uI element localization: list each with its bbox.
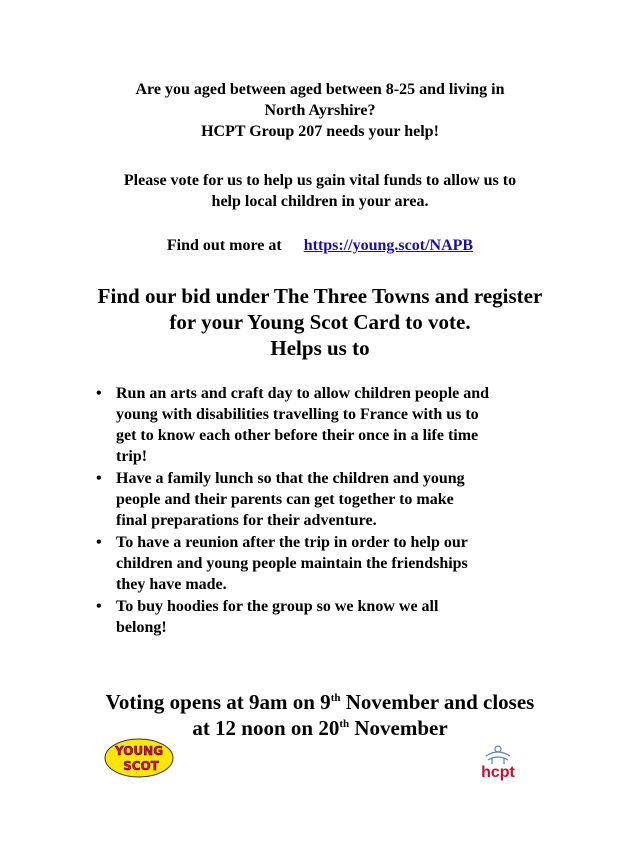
voting-line-2: at 12 noon on 20th November bbox=[192, 716, 448, 740]
voting-dates bbox=[0, 689, 640, 741]
list-item: • Have a family lunch so that the children and young people and their parents can get together to make final preparations for their adventure. bbox=[96, 470, 465, 529]
napb-link[interactable]: https://young.scot/NAPB bbox=[303, 237, 474, 254]
hcpt-logo bbox=[458, 742, 538, 782]
intro-line-1: Are you aged between aged between 8-25 and living in bbox=[135, 81, 505, 98]
intro-block bbox=[0, 79, 640, 142]
vote-request-line-2: help local children in your area. bbox=[211, 193, 429, 210]
svg-text:hcpt: hcpt bbox=[481, 764, 515, 781]
bid-line-1: Find our bid under The Three Towns and register bbox=[97, 284, 543, 308]
list-item: • Run an arts and craft day to allow children people and young with disabilities travelling to France with us to get to know each other before their once in a life time trip! bbox=[96, 385, 490, 465]
bullet-dot: • bbox=[96, 470, 102, 487]
bid-block bbox=[0, 283, 640, 361]
vote-request-block bbox=[0, 170, 640, 212]
svg-text:YOUNG: YOUNG bbox=[114, 744, 164, 758]
bullet-dot: • bbox=[96, 598, 102, 615]
bullet-dot: • bbox=[96, 385, 102, 402]
bullet-list bbox=[96, 383, 576, 639]
vote-request-line-1: Please vote for us to help us gain vital funds to allow us to bbox=[123, 172, 517, 189]
find-out-more bbox=[0, 235, 640, 256]
bid-line-3: Helps us to bbox=[270, 336, 370, 360]
svg-text:SCOT: SCOT bbox=[123, 759, 159, 773]
young-scot-logo bbox=[104, 738, 174, 778]
list-item: • To have a reunion after the trip in order to help our children and young people maintain the friendships they have made. bbox=[96, 534, 468, 593]
list-item: • To buy hoodies for the group so we know we all belong! bbox=[96, 598, 439, 636]
voting-line-1: Voting opens at 9am on 9th November and closes bbox=[105, 690, 535, 714]
bid-line-2: for your Young Scot Card to vote. bbox=[169, 310, 471, 334]
intro-line-2: North Ayrshire? bbox=[264, 102, 376, 119]
find-out-label: Find out more at bbox=[166, 237, 282, 254]
bullet-dot: • bbox=[96, 534, 102, 551]
intro-line-3: HCPT Group 207 needs your help! bbox=[201, 123, 439, 140]
